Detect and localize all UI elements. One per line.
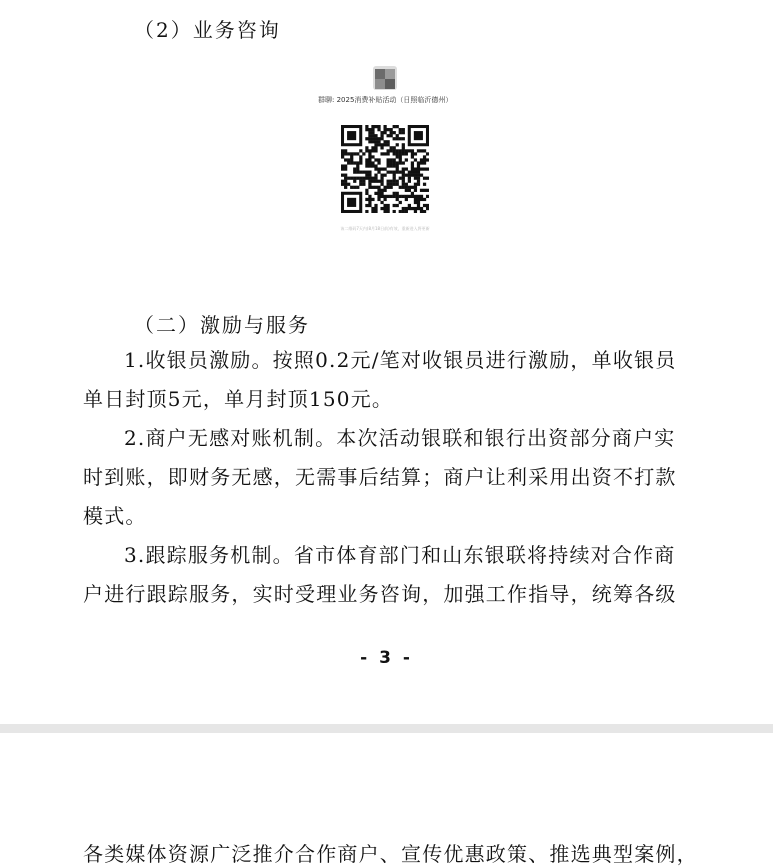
page-separator (0, 724, 773, 733)
paragraph-2-line-2: 时到账，即财务无感，无需事后结算；商户让利采用出资不打款 (83, 465, 677, 489)
paragraph-3-line-1: 3.跟踪服务机制。省市体育部门和山东银联将持续对合作商 (124, 543, 676, 567)
page-number: - 3 - (360, 648, 413, 668)
paragraph-2-line-1: 2.商户无感对账机制。本次活动银联和银行出资部分商户实 (124, 426, 676, 450)
section-heading-incentives: （二）激励与服务 (134, 313, 310, 337)
paragraph-3-line-2: 户进行跟踪服务，实时受理业务咨询，加强工作指导，统筹各级 (83, 582, 677, 606)
wechat-group-qr-card (318, 60, 452, 240)
subheading-business-consultation: （2）业务咨询 (134, 18, 281, 42)
qr-validity-note: 该二维码7天内(8月18日前)有效，重新进入将更新 (340, 226, 430, 231)
paragraph-1-line-1: 1.收银员激励。按照0.2元/笔对收银员进行激励，单收银员 (124, 348, 677, 372)
paragraph-2-line-3: 模式。 (83, 504, 147, 528)
qr-code-icon (341, 125, 429, 213)
document-page-4 (0, 733, 773, 864)
page-4-line-1: 各类媒体资源广泛推介合作商户、宣传优惠政策、推选典型案例， (83, 842, 698, 866)
paragraph-1-line-2: 单日封顶5元，单月封顶150元。 (83, 387, 394, 411)
group-avatar-icon (373, 66, 397, 90)
group-name: 群聊: 2025消费补贴活动（日照临沂德州） (318, 96, 453, 104)
